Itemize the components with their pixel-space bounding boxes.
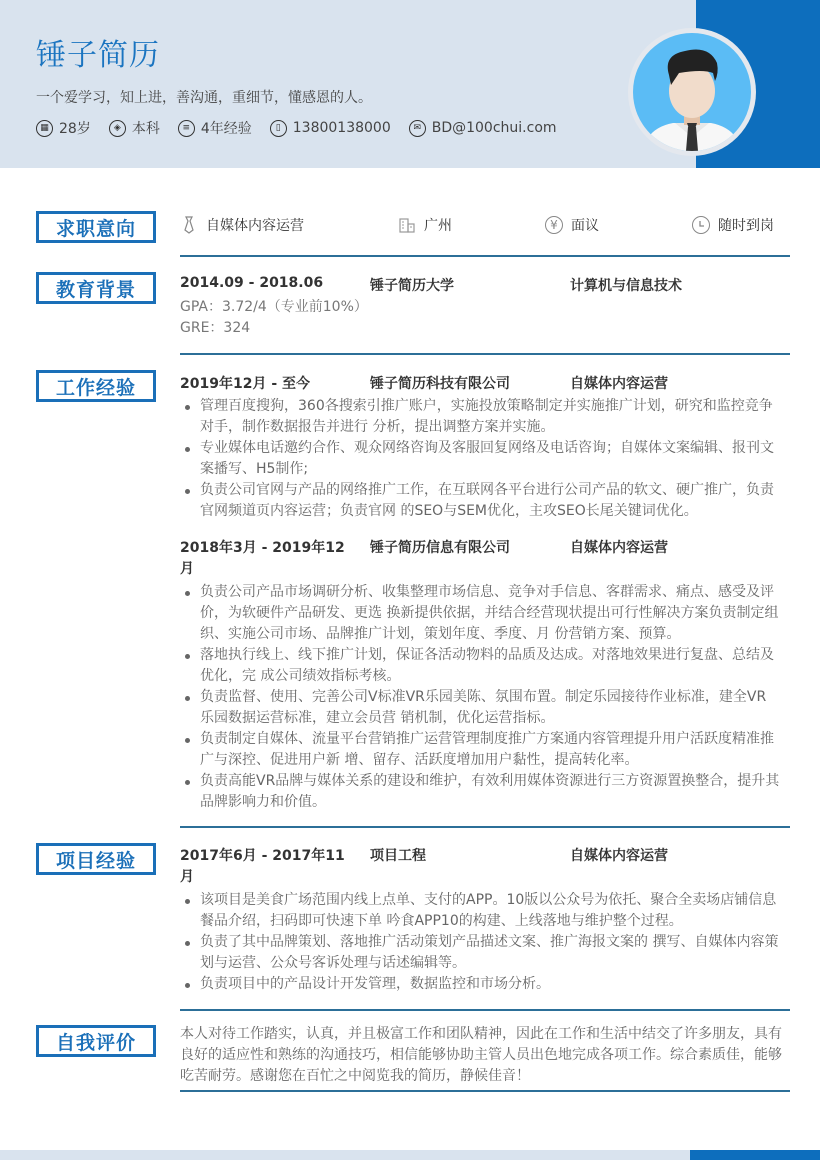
clock-icon	[692, 216, 710, 234]
job-company: 锤子简历科技有限公司	[370, 376, 510, 392]
list-item: 落地执行线上、线下推广计划，保证各活动物料的品质及达成。对落地效果进行复盘、总结及优化，完 成公司绩效指标考核。	[180, 645, 780, 687]
section-title-self: 自我评价	[36, 1025, 156, 1057]
list-item: 专业媒体电话邀约合作、观众网络咨询及客服回复网络及电话咨询；自媒体文案编辑、报刊文案播写、H5制作;	[180, 438, 780, 480]
education-gpa: GPA：3.72/4（专业前10%）	[180, 299, 368, 315]
list-item: 负责公司产品市场调研分析、收集整理市场信息、竞争对手信息、客群需求、痛点、感受及评价，为软硬件产品研发、更选 换新提供依据，并结合经营现状提出可行性解决方案负责制定组织、实施公司市场、品牌推广计划，策划年度、季度、月 份营销方案、预算。	[180, 582, 780, 645]
intent-position-text: 自媒体内容运营	[206, 218, 304, 234]
info-phone	[270, 120, 391, 137]
self-evaluation-text: 本人对待工作踏实，认真，并且极富工作和团队精神，因此在工作和生活中结交了许多朋友，具有良好的适应性和熟练的沟通技巧，相信能够协助主管人员出色地完成各项工作。综合素质佳，能够吃苦耐劳。感谢您在百忙之中阅览我的简历，静候佳音！	[180, 1026, 782, 1084]
divider	[180, 1009, 790, 1011]
list-item: 负责高能VR品牌与媒体关系的建设和维护，有效利用媒体资源进行三方资源置换整合，提升其品牌影响力和价值。	[180, 771, 780, 813]
info-experience	[178, 118, 252, 138]
info-degree	[109, 118, 160, 138]
intent-salary-text: 面议	[571, 218, 599, 234]
project-bullets	[180, 890, 780, 995]
building-icon	[398, 216, 416, 234]
section-title-education: 教育背景	[36, 272, 156, 304]
list-item: 负责监督、使用、完善公司V标准VR乐园美陈、氛围布置。制定乐园接待作业标准，建全VR乐园数据运营标准，建立会员营 销机制，优化运营指标。	[180, 687, 780, 729]
graduation-cap-icon: ◈	[109, 120, 126, 137]
education-gre: GRE：324	[180, 320, 251, 336]
intent-city	[398, 215, 452, 235]
avatar-illustration	[633, 33, 751, 151]
job-period: 2019年12月 - 至今	[180, 376, 311, 392]
list-item: 负责项目中的产品设计开发管理，数据监控和市场分析。	[180, 974, 780, 995]
list-item: 该项目是美食广场范围内线上点单、支付的APP。10版以公众号为依托、聚合全卖场店铺信息餐品介绍，扫码即可快速下单 吟食APP10的构建、上线落地与维护整个过程。	[180, 890, 780, 932]
intent-position	[180, 215, 304, 235]
divider	[180, 255, 790, 257]
experience-text: 4年经验	[200, 121, 252, 137]
yen-icon: ¥	[545, 216, 563, 234]
project-name: 项目工程	[370, 848, 426, 864]
education-period: 2014.09 - 2018.06	[180, 275, 324, 291]
intent-salary	[545, 215, 599, 235]
section-title-work: 工作经验	[36, 370, 156, 402]
age-text: 28岁	[59, 121, 91, 137]
job-period: 2018年3月 - 2019年12月	[180, 540, 345, 577]
project-role: 自媒体内容运营	[570, 848, 668, 864]
divider	[180, 826, 790, 828]
avatar	[628, 28, 756, 156]
job-bullets	[180, 582, 780, 813]
divider	[180, 1090, 790, 1092]
education-school: 锤子简历大学	[370, 278, 454, 294]
list-item: 负责了其中品牌策划、落地推广活动策划产品描述文案、推广海报文案的 撰写、自媒体内容策划与运营、公众号客诉处理与话述编辑等。	[180, 932, 780, 974]
document-icon: ≡	[178, 120, 195, 137]
education-major: 计算机与信息技术	[570, 278, 682, 294]
list-item: 负责公司官网与产品的网络推广工作，在互联网各平台进行公司产品的软文、硬广推广，负责官网频道页内容运营；负责官网 的SEO与SEM优化，主攻SEO长尾关键词优化。	[180, 480, 780, 522]
divider	[180, 353, 790, 355]
intent-availability	[692, 215, 774, 235]
job-role: 自媒体内容运营	[570, 540, 668, 556]
intent-city-text: 广州	[424, 218, 452, 234]
intent-availability-text: 随时到岗	[718, 218, 774, 234]
email-text: BD@100chui.com	[431, 120, 557, 136]
degree-text: 本科	[131, 121, 160, 137]
info-age	[36, 118, 91, 138]
phone-text: 13800138000	[292, 120, 391, 136]
phone-icon: ▯	[270, 120, 287, 137]
info-email	[409, 120, 557, 137]
footer-accent-block	[690, 1150, 820, 1160]
section-title-intent: 求职意向	[36, 211, 156, 243]
list-item: 管理百度搜狗，360各搜索引推广账户，实施投放策略制定并实施推广计划，研究和监控竞争对手，制作数据报告并进行 分析，提出调整方案并实施。	[180, 396, 780, 438]
calendar-icon: ▦	[36, 120, 53, 137]
project-period: 2017年6月 - 2017年11月	[180, 848, 345, 885]
tie-icon	[180, 216, 198, 234]
job-company: 锤子简历信息有限公司	[370, 540, 510, 556]
mail-icon: ✉	[409, 120, 426, 137]
resume-name: 锤子简历	[36, 38, 160, 73]
job-intent-row	[180, 215, 790, 237]
motto: 一个爱学习，知上进，善沟通，重细节，懂感恩的人。	[36, 90, 372, 106]
personal-info	[36, 118, 575, 138]
section-title-project: 项目经验	[36, 843, 156, 875]
list-item: 负责制定自媒体、流量平台营销推广运营管理制度推广方案通内容管理提升用户活跃度精准推广与深控、促进用户新 增、留存、活跃度增加用户黏性，提高转化率。	[180, 729, 780, 771]
job-role: 自媒体内容运营	[570, 376, 668, 392]
job-bullets	[180, 396, 780, 522]
